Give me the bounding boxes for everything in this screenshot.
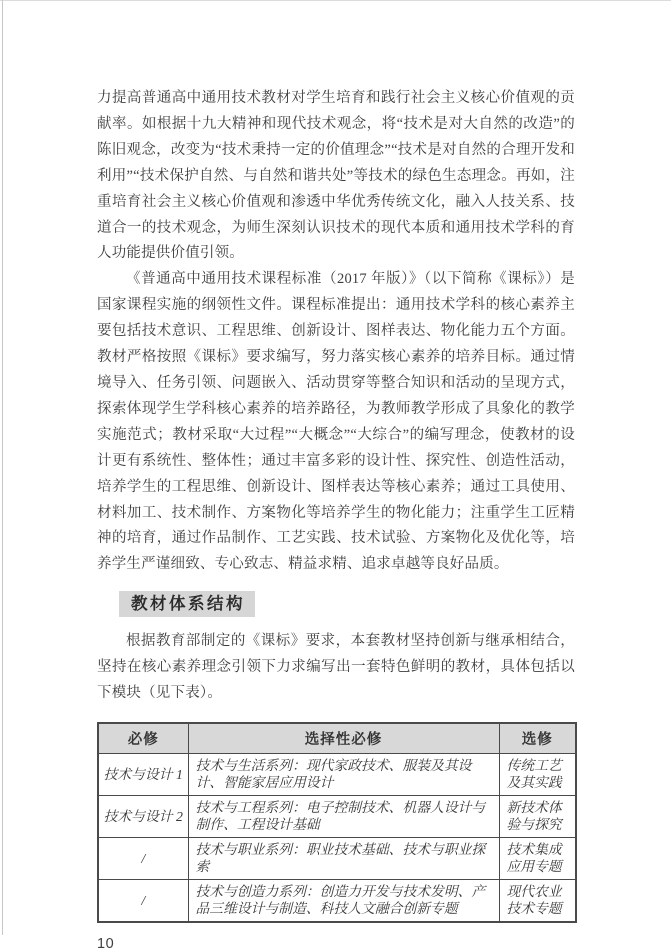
table-row xyxy=(98,879,576,922)
table-row xyxy=(98,837,576,879)
cell-elective-required: 技术与创造力系列：创造力开发与技术发明、产品三维设计与制造、科技人文融合创新专题 xyxy=(188,879,499,922)
cell-elective-required: 技术与职业系列：职业技术基础、技术与职业探索 xyxy=(188,837,499,879)
cell-required: 技术与设计 1 xyxy=(98,753,188,795)
paragraph-module-intro: 根据教育部制定的《课标》要求，本套教材坚持创新与继承相结合，坚持在核心素养理念引领下力求编写出一套特色鲜明的教材，具体包括以下模块（见下表）。 xyxy=(97,633,575,702)
cell-elective-required: 技术与工程系列：电子控制技术、机器人设计与制作、工程设计基础 xyxy=(188,795,499,837)
paragraph-curriculum-standard: 《普通高中通用技术课程标准（2017 年版）》（以下简称《课标》）是国家课程实施的纲领性文件。课程标准提出：通用技术学科的核心素养主要包括技术意识、工程思维、创新设计、图样表达、物化能力五个方面。教材严格按照《课标》要求编写，努力落实核心素养的培养目标。通过情境导入、任务引领、问题嵌入、活动贯穿等整合知识和活动的呈现方式，探索体现学生学科核心素养的培养路径，为教师教学形成了具象化的教学实施范式；教材采取“大过程”“大概念”“大综合”的编写理念，使教材的设计更有系统性、整体性；通过丰富多彩的设计性、探究性、创造性活动，培养学生的工程思维、创新设计、图样表达等核心素养；通过工具使用、材料加工、技术制作、方案物化等培养学生的物化能力；注重学生工匠精神的培育，通过作品制作、工艺实践、技术试验、方案物化及优化等，培养学生严谨细致、专心致志、精益求精、追求卓越等良好品质。 xyxy=(97,271,575,573)
table-header-row xyxy=(98,723,576,754)
paragraph-core-values: 力提高普通高中通用技术教材对学生培育和践行社会主义核心价值观的贡献率。如根据十九大精神和现代技术观念，将“技术是对大自然的改造”的陈旧观念，改变为“技术秉持一定的价值理念”“技术是对自然的合理开发和利用”“技术保护自然、与自然和谐共处”等技术的绿色生态理念。再如，注重培育社会主义核心价值观和渗透中华优秀传统文化，融入人技关系、技道合一的技术观念，为师生深刻认识技术的现代本质和通用技术学科的育人功能提供价值引领。 xyxy=(97,90,575,262)
cell-elective: 新技术体验与探究 xyxy=(499,795,576,837)
column-header-required: 必修 xyxy=(98,723,188,754)
page-content xyxy=(97,86,575,952)
page-number: 10 xyxy=(97,935,115,952)
cell-elective: 技术集成应用专题 xyxy=(499,837,576,879)
scan-edge-left xyxy=(2,0,3,935)
section-heading: 教材体系结构 xyxy=(119,591,255,617)
cell-elective-required: 技术与生活系列：现代家政技术、服装及其设计、智能家居应用设计 xyxy=(188,753,499,795)
curriculum-table xyxy=(97,722,577,923)
cell-required: 技术与设计 2 xyxy=(98,795,188,837)
column-header-elective-required: 选择性必修 xyxy=(188,723,499,754)
scan-edge-top xyxy=(0,0,671,1)
column-header-elective: 选修 xyxy=(499,723,576,754)
section-heading-wrap xyxy=(119,591,575,617)
table-row xyxy=(98,753,576,795)
cell-elective: 传统工艺及其实践 xyxy=(499,753,576,795)
cell-required: / xyxy=(98,837,188,879)
cell-required: / xyxy=(98,879,188,922)
cell-elective: 现代农业技术专题 xyxy=(499,879,576,922)
table-row xyxy=(98,795,576,837)
